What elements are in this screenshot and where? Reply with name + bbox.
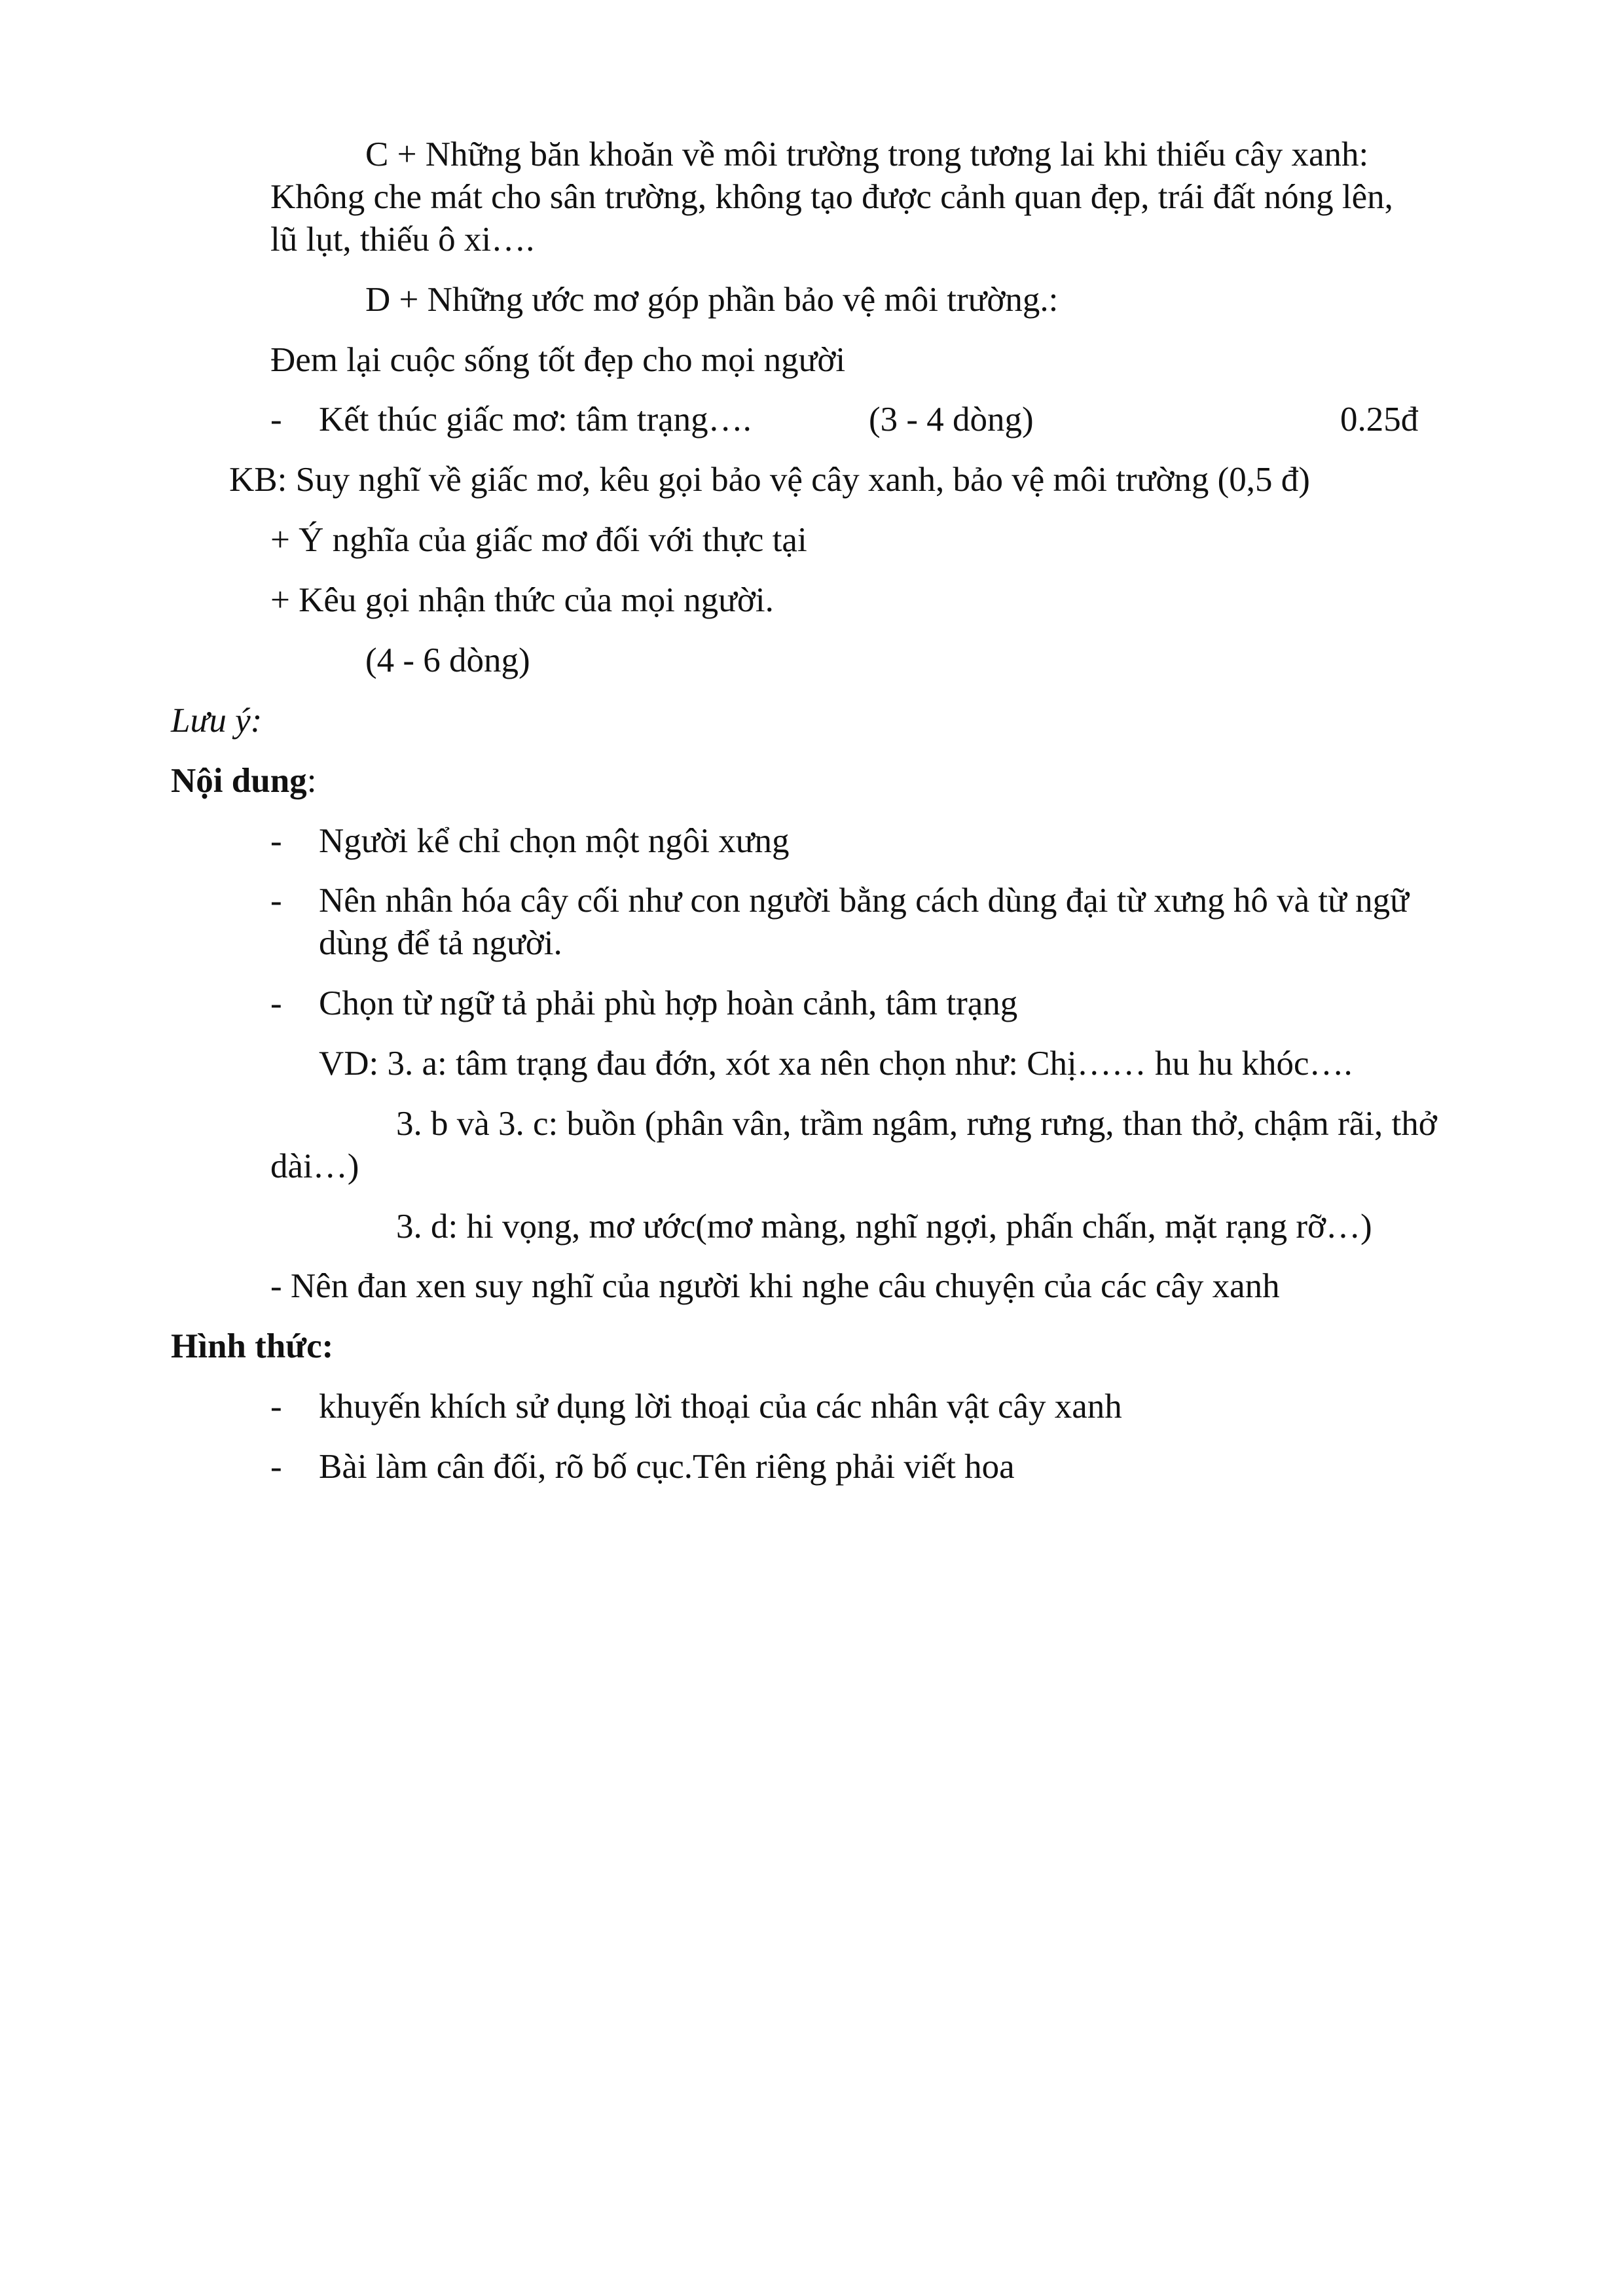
form-item-1-bullet: - bbox=[270, 1388, 282, 1426]
ending-score: 0.25đ bbox=[1340, 401, 1419, 439]
conclusion-point-1: + Ý nghĩa của giấc mơ đối với thực tại bbox=[270, 521, 807, 559]
content-item-3-bullet: - bbox=[270, 984, 282, 1022]
example-2-line-2: dài…) bbox=[270, 1147, 359, 1185]
form-item-1: khuyến khích sử dụng lời thoại của các nhân vật cây xanh bbox=[319, 1388, 1122, 1426]
ending-line-count: (3 - 4 dòng) bbox=[869, 401, 1034, 439]
example-3: 3. d: hi vọng, mơ ước(mơ màng, nghĩ ngợi, phấn chấn, mặt rạng rỡ…) bbox=[396, 1208, 1372, 1246]
ending-bullet: - bbox=[270, 401, 282, 439]
content-item-4: - Nên đan xen suy nghĩ của người khi nghe câu chuyện của các cây xanh bbox=[270, 1267, 1280, 1305]
section-c-line-3: lũ lụt, thiếu ô xi…. bbox=[270, 221, 535, 259]
content-item-3: Chọn từ ngữ tả phải phù hợp hoàn cảnh, tâm trạng bbox=[319, 984, 1018, 1022]
example-1: VD: 3. a: tâm trạng đau đớn, xót xa nên chọn như: Chị…… hu hu khóc…. bbox=[319, 1045, 1353, 1083]
ending-text: Kết thúc giấc mơ: tâm trạng…. bbox=[319, 401, 752, 439]
example-2-line-1: 3. b và 3. c: buồn (phân vân, trầm ngâm, rưng rưng, than thở, chậm rãi, thở bbox=[396, 1105, 1437, 1143]
note-title: Lưu ý: bbox=[171, 702, 263, 740]
content-heading-line bbox=[171, 759, 316, 802]
section-d-line-1: D + Những ước mơ góp phần bảo vệ môi trường.: bbox=[365, 281, 1059, 319]
section-c-line-2: Không che mát cho sân trường, không tạo được cảnh quan đẹp, trái đất nóng lên, bbox=[270, 178, 1393, 216]
content-item-1: Người kể chỉ chọn một ngôi xưng bbox=[319, 822, 790, 860]
section-d-line-2: Đem lại cuộc sống tốt đẹp cho mọi người bbox=[270, 341, 846, 379]
conclusion-point-2: + Kêu gọi nhận thức của mọi người. bbox=[270, 581, 774, 619]
form-heading: Hình thức: bbox=[171, 1327, 334, 1365]
content-heading: Nội dung bbox=[171, 762, 307, 800]
section-c-line-1: C + Những băn khoăn về môi trường trong tương lai khi thiếu cây xanh: bbox=[365, 135, 1369, 173]
content-item-2-line-1: Nên nhân hóa cây cối như con người bằng cách dùng đại từ xưng hô và từ ngữ bbox=[319, 882, 1409, 920]
content-item-1-bullet: - bbox=[270, 822, 282, 860]
conclusion-line-count: (4 - 6 dòng) bbox=[365, 641, 530, 679]
content-heading-colon: : bbox=[306, 762, 317, 800]
content-item-2-bullet: - bbox=[270, 882, 282, 920]
form-item-2-bullet: - bbox=[270, 1448, 282, 1486]
content-item-2-line-2: dùng để tả người. bbox=[319, 924, 562, 962]
conclusion-kb: KB: Suy nghĩ về giấc mơ, kêu gọi bảo vệ cây xanh, bảo vệ môi trường (0,5 đ) bbox=[229, 461, 1310, 499]
form-item-2: Bài làm cân đối, rõ bố cục.Tên riêng phải viết hoa bbox=[319, 1448, 1015, 1486]
